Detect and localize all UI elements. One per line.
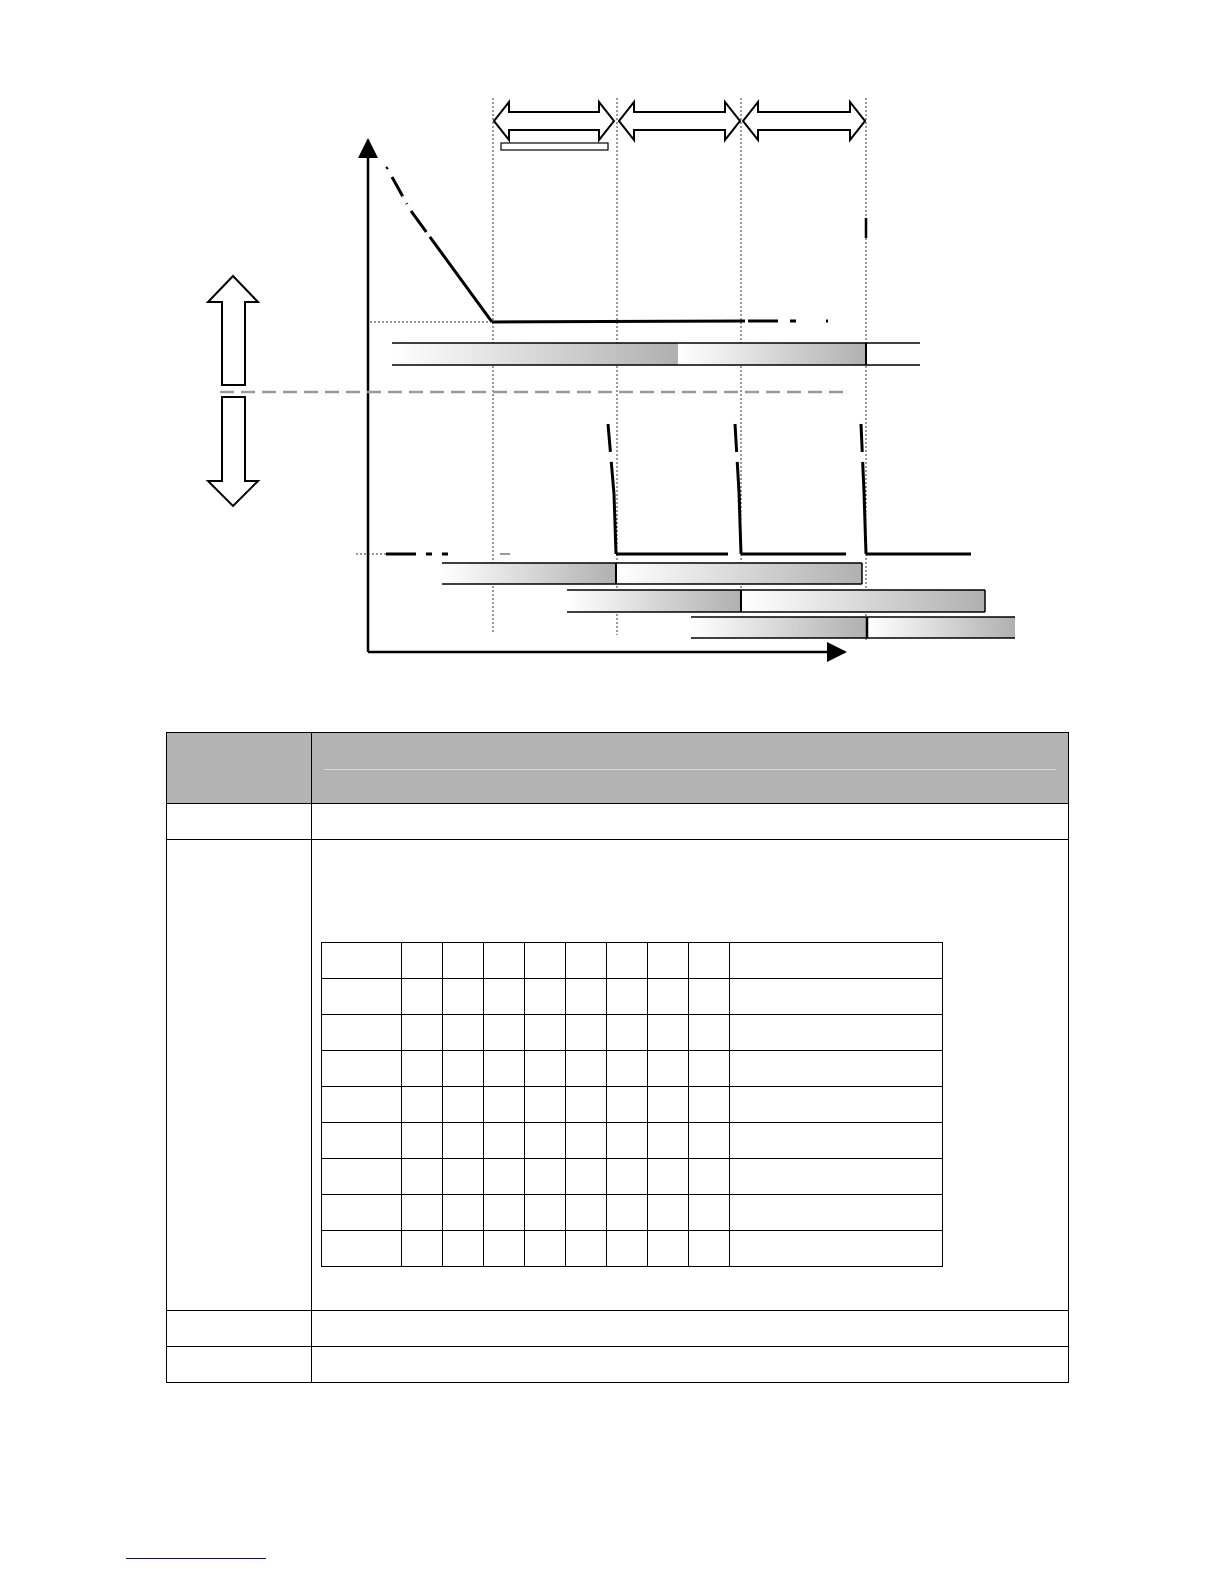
bit-grid-row bbox=[322, 1087, 943, 1123]
upper-bar bbox=[392, 343, 920, 365]
bit-grid-cell bbox=[322, 1159, 402, 1195]
bit-grid-cell bbox=[443, 979, 484, 1015]
footer-link-underline[interactable] bbox=[126, 1558, 266, 1559]
double-arrow-icon bbox=[494, 102, 614, 140]
table-cell bbox=[167, 1347, 312, 1383]
bit-grid-row bbox=[322, 1159, 943, 1195]
bit-grid-cell bbox=[525, 1195, 566, 1231]
bit-grid-cell bbox=[402, 1087, 443, 1123]
bit-grid-cell bbox=[566, 1051, 607, 1087]
bit-grid-cell bbox=[525, 943, 566, 979]
bit-grid-cell bbox=[484, 1159, 525, 1195]
bit-grid-cell bbox=[484, 1231, 525, 1267]
table-cell bbox=[167, 840, 312, 1311]
bit-grid-cell bbox=[322, 1015, 402, 1051]
down-arrow-icon bbox=[208, 397, 258, 506]
bit-grid-cell bbox=[525, 979, 566, 1015]
bit-grid-row bbox=[322, 1231, 943, 1267]
bit-grid-cell bbox=[525, 1015, 566, 1051]
table-cell bbox=[312, 1311, 1069, 1347]
lower-waveform bbox=[356, 424, 971, 554]
bit-grid-cell bbox=[689, 943, 730, 979]
bit-grid-cell bbox=[484, 1015, 525, 1051]
bit-grid-cell bbox=[525, 1087, 566, 1123]
bar-row-2 bbox=[567, 590, 985, 612]
bit-grid-body bbox=[322, 943, 943, 1267]
bit-grid-cell bbox=[648, 1195, 689, 1231]
bit-grid-cell bbox=[566, 943, 607, 979]
bit-grid-cell bbox=[607, 1231, 648, 1267]
bit-grid-cell bbox=[607, 979, 648, 1015]
bit-grid-cell bbox=[648, 1123, 689, 1159]
bit-grid-cell bbox=[689, 1087, 730, 1123]
bit-grid-cell bbox=[607, 943, 648, 979]
bit-grid-cell bbox=[484, 943, 525, 979]
table-row bbox=[167, 840, 1069, 1311]
up-arrow-icon bbox=[208, 276, 258, 385]
period-guides bbox=[493, 98, 866, 640]
bit-grid-cell bbox=[402, 1195, 443, 1231]
bar-row-1 bbox=[442, 563, 862, 584]
bit-grid-cell bbox=[443, 1123, 484, 1159]
bit-grid-cell bbox=[322, 943, 402, 979]
bit-grid-cell bbox=[525, 1159, 566, 1195]
bit-grid-cell bbox=[607, 1123, 648, 1159]
bit-grid-cell bbox=[607, 1015, 648, 1051]
bit-grid-cell bbox=[730, 1159, 943, 1195]
label-box bbox=[501, 143, 608, 150]
bit-grid-cell bbox=[566, 1087, 607, 1123]
bit-grid-cell bbox=[648, 1015, 689, 1051]
bit-grid-cell bbox=[525, 1123, 566, 1159]
bit-grid-table bbox=[321, 942, 943, 1267]
bit-grid-row bbox=[322, 1195, 943, 1231]
table-cell bbox=[167, 1311, 312, 1347]
bit-grid-cell bbox=[322, 1087, 402, 1123]
double-arrow-icon bbox=[743, 102, 865, 140]
bit-grid-cell bbox=[648, 943, 689, 979]
bit-grid-cell bbox=[322, 1195, 402, 1231]
bit-grid-cell bbox=[525, 1051, 566, 1087]
table-row bbox=[167, 1311, 1069, 1347]
table-cell bbox=[312, 840, 1069, 1311]
bit-grid-cell bbox=[402, 979, 443, 1015]
double-arrow-icon bbox=[619, 102, 740, 140]
bit-grid-cell bbox=[607, 1195, 648, 1231]
bit-grid-cell bbox=[402, 1159, 443, 1195]
bit-grid-cell bbox=[443, 1087, 484, 1123]
bit-grid-cell bbox=[566, 979, 607, 1015]
bit-grid-cell bbox=[402, 1015, 443, 1051]
bit-grid-cell bbox=[648, 1231, 689, 1267]
bit-grid-cell bbox=[484, 1123, 525, 1159]
bit-grid-cell bbox=[730, 1195, 943, 1231]
bit-grid-cell bbox=[566, 1231, 607, 1267]
table-cell bbox=[312, 804, 1069, 840]
bit-grid-cell bbox=[443, 1051, 484, 1087]
bit-grid-cell bbox=[689, 979, 730, 1015]
bit-grid-cell bbox=[322, 1123, 402, 1159]
bit-grid-cell bbox=[730, 979, 943, 1015]
upper-waveform bbox=[370, 167, 828, 322]
bit-grid-cell bbox=[402, 943, 443, 979]
bit-grid-cell bbox=[566, 1015, 607, 1051]
bit-grid-cell bbox=[484, 1051, 525, 1087]
bit-grid-cell bbox=[525, 1231, 566, 1267]
bit-grid-row bbox=[322, 943, 943, 979]
bit-grid-cell bbox=[730, 1015, 943, 1051]
bit-grid-cell bbox=[689, 1159, 730, 1195]
parameter-table bbox=[166, 732, 1069, 1383]
bit-grid-cell bbox=[607, 1051, 648, 1087]
bit-grid-cell bbox=[689, 1123, 730, 1159]
bit-grid-row bbox=[322, 1051, 943, 1087]
bit-grid-cell bbox=[566, 1123, 607, 1159]
bit-grid-cell bbox=[730, 1123, 943, 1159]
bit-grid-cell bbox=[648, 979, 689, 1015]
bit-grid-cell bbox=[484, 1087, 525, 1123]
bit-grid-cell bbox=[322, 979, 402, 1015]
bit-grid-cell bbox=[648, 1159, 689, 1195]
bit-grid-cell bbox=[322, 1051, 402, 1087]
bit-grid-cell bbox=[607, 1159, 648, 1195]
bit-grid-cell bbox=[689, 1015, 730, 1051]
bit-grid-cell bbox=[443, 1231, 484, 1267]
table-row bbox=[167, 804, 1069, 840]
bit-grid-cell bbox=[689, 1051, 730, 1087]
bar-row-3 bbox=[691, 617, 1015, 638]
bit-grid-cell bbox=[648, 1087, 689, 1123]
bit-grid-cell bbox=[402, 1231, 443, 1267]
bit-grid-cell bbox=[443, 1159, 484, 1195]
bit-grid-cell bbox=[607, 1087, 648, 1123]
staggered-bars bbox=[442, 563, 1015, 638]
header-cell-left bbox=[167, 733, 312, 804]
bit-grid-cell bbox=[730, 1051, 943, 1087]
bit-grid-row bbox=[322, 1123, 943, 1159]
bit-grid-cell bbox=[566, 1195, 607, 1231]
bit-grid-row bbox=[322, 979, 943, 1015]
bit-grid-cell bbox=[730, 1231, 943, 1267]
bit-grid-cell bbox=[689, 1195, 730, 1231]
table-cell bbox=[312, 1347, 1069, 1383]
bit-grid-cell bbox=[730, 1087, 943, 1123]
bit-grid-cell bbox=[443, 943, 484, 979]
table-header-row bbox=[167, 733, 1069, 804]
timing-diagram bbox=[0, 0, 1224, 700]
table-cell bbox=[167, 804, 312, 840]
bit-grid-cell bbox=[648, 1051, 689, 1087]
bit-grid-cell bbox=[730, 943, 943, 979]
bit-grid-cell bbox=[484, 979, 525, 1015]
bit-grid-cell bbox=[322, 1231, 402, 1267]
bit-grid-cell bbox=[402, 1051, 443, 1087]
header-cell-right bbox=[312, 733, 1069, 804]
period-arrows bbox=[494, 102, 865, 140]
bit-grid-cell bbox=[443, 1195, 484, 1231]
bit-grid-cell bbox=[402, 1123, 443, 1159]
bit-grid-cell bbox=[566, 1159, 607, 1195]
bit-grid-cell bbox=[689, 1231, 730, 1267]
table-row bbox=[167, 1347, 1069, 1383]
bit-grid-row bbox=[322, 1015, 943, 1051]
bit-grid-cell bbox=[484, 1195, 525, 1231]
bit-grid-cell bbox=[443, 1015, 484, 1051]
